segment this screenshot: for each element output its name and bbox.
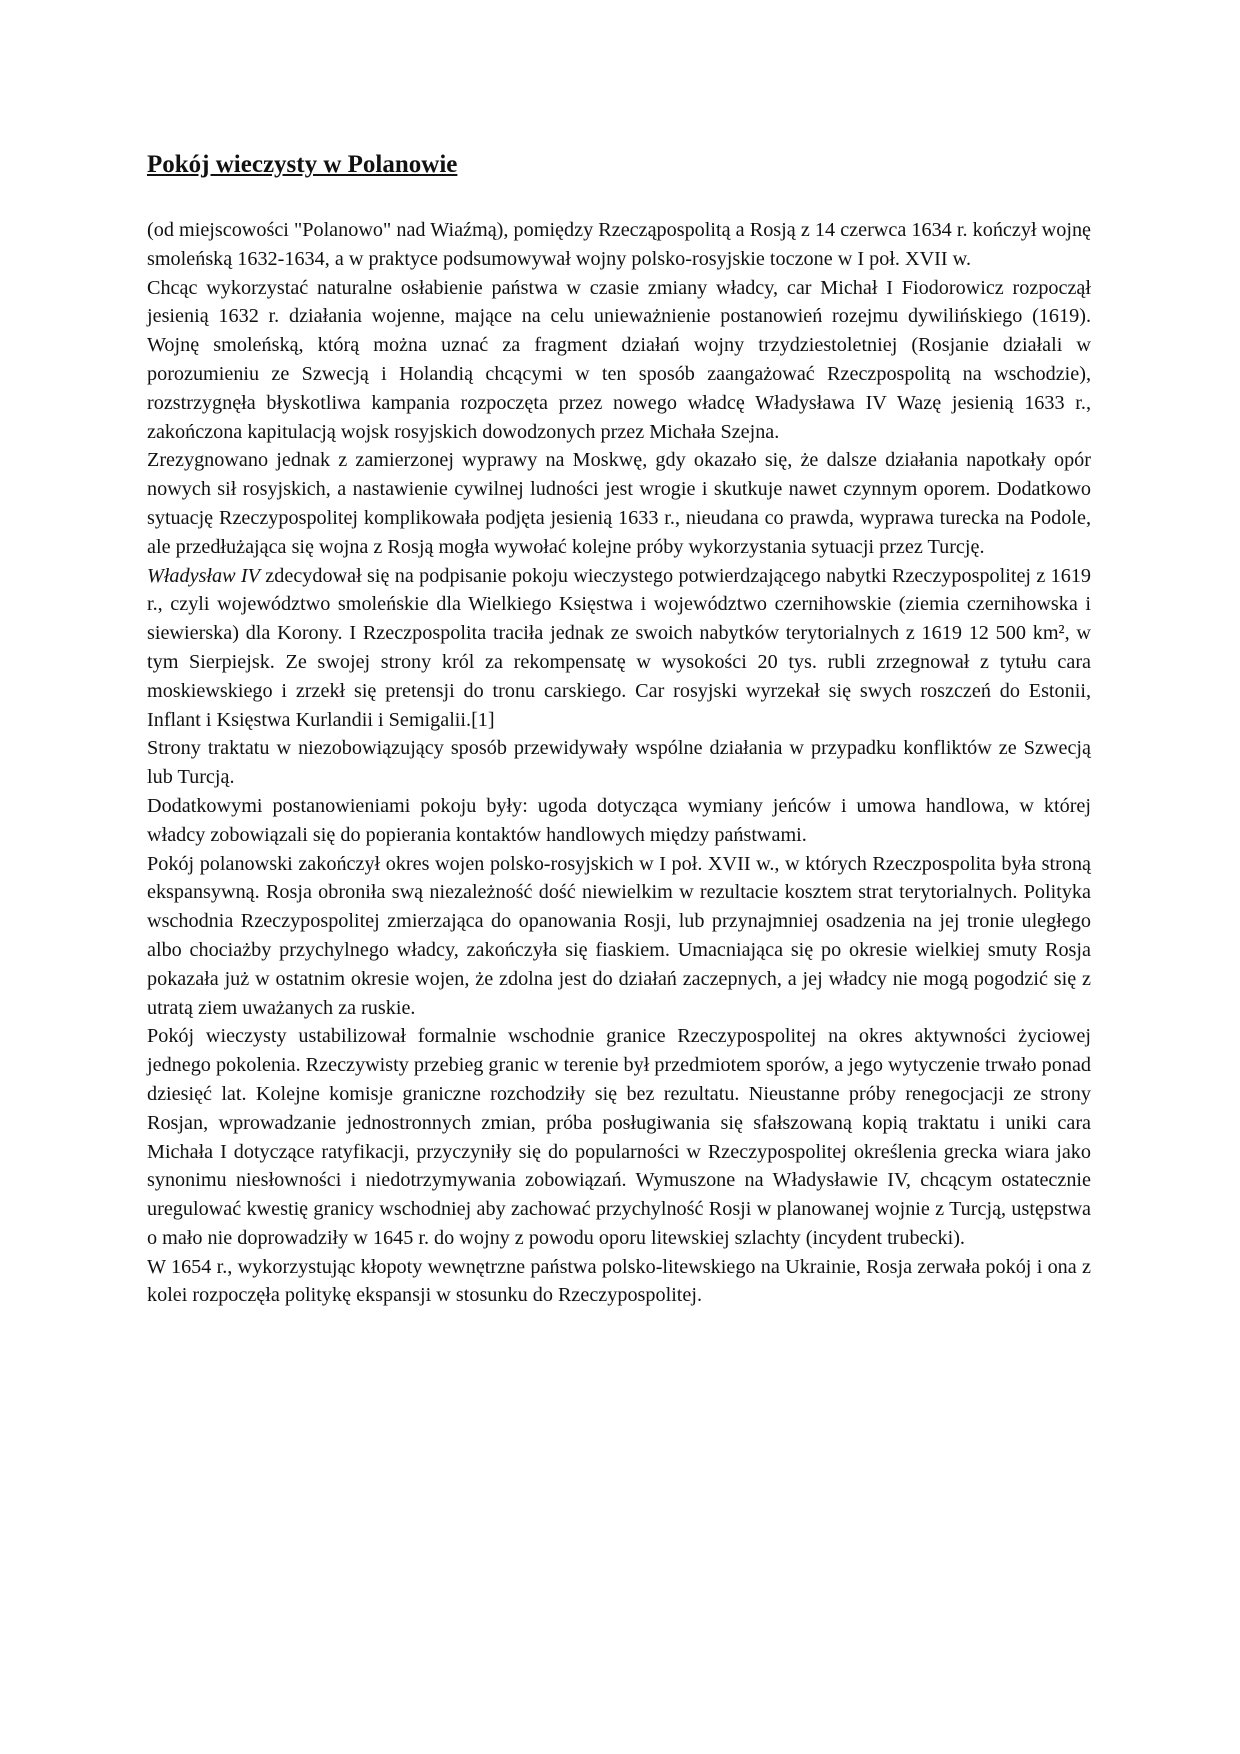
paragraph-end-of-wars: Pokój polanowski zakończył okres wojen polsko-rosyjskich w I poł. XVII w., w których Rzeczpospolita była stroną ekspansywną. Rosja obroniła swą niezależność dość niewielkim w rezultacie kosztem strat terytorialnych. Polityka wschodnia Rzeczypospolitej zmierzająca do opanowania Rosji, lub przynajmniej osadzenia na jej tronie uległego albo chociażby przychylnego władcy, zakończyła się fiaskiem. Umacniająca się po okresie wielkiej smuty Rosja pokazała już w ostatnim okresie wojen, że zdolna jest do działań zaczepnych, a jej władcy nie mogą pogodzić się z utratą ziem uważanych za ruskie. bbox=[147, 852, 1091, 1019]
paragraph-treaty-terms bbox=[147, 562, 1091, 735]
king-name-italic: Władysław IV bbox=[147, 564, 260, 587]
paragraph-additional-provisions: Dodatkowymi postanowieniami pokoju były: ugoda dotycząca wymiany jeńców i umowa handlowa, w której władcy zobowiązali się do popierania kontaktów handlowych między państwami. bbox=[147, 794, 1091, 846]
document-title: Pokój wieczysty w Polanowie bbox=[147, 151, 458, 178]
document-body bbox=[147, 148, 1091, 1310]
paragraph-moscow-expedition: Zrezygnowano jednak z zamierzonej wyprawy na Moskwę, gdy okazało się, że dalsze działania napotkały opór nowych sił rosyjskich, a nastawienie cywilnej ludności jest wrogie i skutkuje nawet czynnym oporem. Dodatkowo sytuację Rzeczypospolitej komplikowała podjęta jesienią 1633 r., nieudana co prawda, wyprawa turecka na Podole, ale przedłużająca się wojna z Rosją mogła wywołać kolejne próby wykorzystania sytuacji przez Turcję. bbox=[147, 449, 1091, 558]
paragraph-1654-break: W 1654 r., wykorzystując kłopoty wewnętrzne państwa polsko-litewskiego na Ukrainie, Rosja zerwała pokój i ona z kolei rozpoczęła politykę ekspansji w stosunku do Rzeczypospolitej. bbox=[147, 1255, 1091, 1307]
paragraph-intro: (od miejscowości "Polanowo" nad Wiaźmą), pomiędzy Rzecząpospolitą a Rosją z 14 czerwca 1634 r. kończył wojnę smoleńską 1632-1634, a w praktyce podsumowywał wojny polsko-rosyjskie toczone w I poł. XVII w. bbox=[147, 219, 1091, 270]
paragraph-war-outbreak: Chcąc wykorzystać naturalne osłabienie państwa w czasie zmiany władcy, car Michał I Fiodorowicz rozpoczął jesienią 1632 r. działania wojenne, mające na celu unieważnienie postanowień rozejmu dywilińskiego (1619). Wojnę smoleńską, którą można uznać za fragment działań wojny trzydziestoletniej (Rosjanie działali w porozumieniu ze Szwecją i Holandią chcącymi w ten sposób zaangażować Rzeczpospolitą na wschodzie), rozstrzygnęła błyskotliwa kampania rozpoczęta przez nowego władcę Władysława IV Wazę jesienią 1633 r., zakończona kapitulacją wojsk rosyjskich dowodzonych przez Michała Szejna. bbox=[147, 276, 1091, 443]
treaty-terms-text: zdecydował się na podpisanie pokoju wieczystego potwierdzającego nabytki Rzeczypospolitej z 1619 r., czyli województwo smoleńskie dla Wielkiego Księstwa i województwo czernihowskie (ziemia czernihowska i siewierska) dla Korony. I Rzeczpospolita traciła jednak ze swoich nabytków terytorialnych z 1619 12 500 km², w tym Sierpiejsk. Ze swojej strony król za rekompensatę w wysokości 20 tys. rubli zrzegnował z tytułu cara moskiewskiego i zrzekł się pretensji do tronu carskiego. Car rosyjski wyrzekał się swych roszczeń do Estonii, Inflant i Księstwa Kurlandii i Semigalii.[1] bbox=[147, 564, 1092, 731]
paragraph-joint-actions: Strony traktatu w niezobowiązujący sposób przewidywały wspólne działania w przypadku konfliktów ze Szwecją lub Turcją. bbox=[147, 737, 1091, 789]
paragraph-border-stabilization: Pokój wieczysty ustabilizował formalnie wschodnie granice Rzeczypospolitej na okres aktywności życiowej jednego pokolenia. Rzeczywisty przebieg granic w terenie był przedmiotem sporów, a jego wytyczenie trwało ponad dziesięć lat. Kolejne komisje graniczne rozchodziły się bez rezultatu. Nieustanne próby renegocjacji ze strony Rosjan, wprowadzanie jednostronnych zmian, próba posługiwania się sfałszowaną kopią traktatu i uniki cara Michała I dotyczące ratyfikacji, przyczyniły się do popularności w Rzeczypospolitej określenia grecka wiara jako synonimu niesłowności i niedotrzymywania zobowiązań. Wymuszone na Władysławie IV, chcącym ostatecznie uregulować kwestię granicy wschodniej aby zachować przychylność Rosji w planowanej wojnie z Turcją, ustępstwa o mało nie doprowadziły w 1645 r. do wojny z powodu oporu litewskiej szlachty (incydent trubecki). bbox=[147, 1025, 1091, 1249]
